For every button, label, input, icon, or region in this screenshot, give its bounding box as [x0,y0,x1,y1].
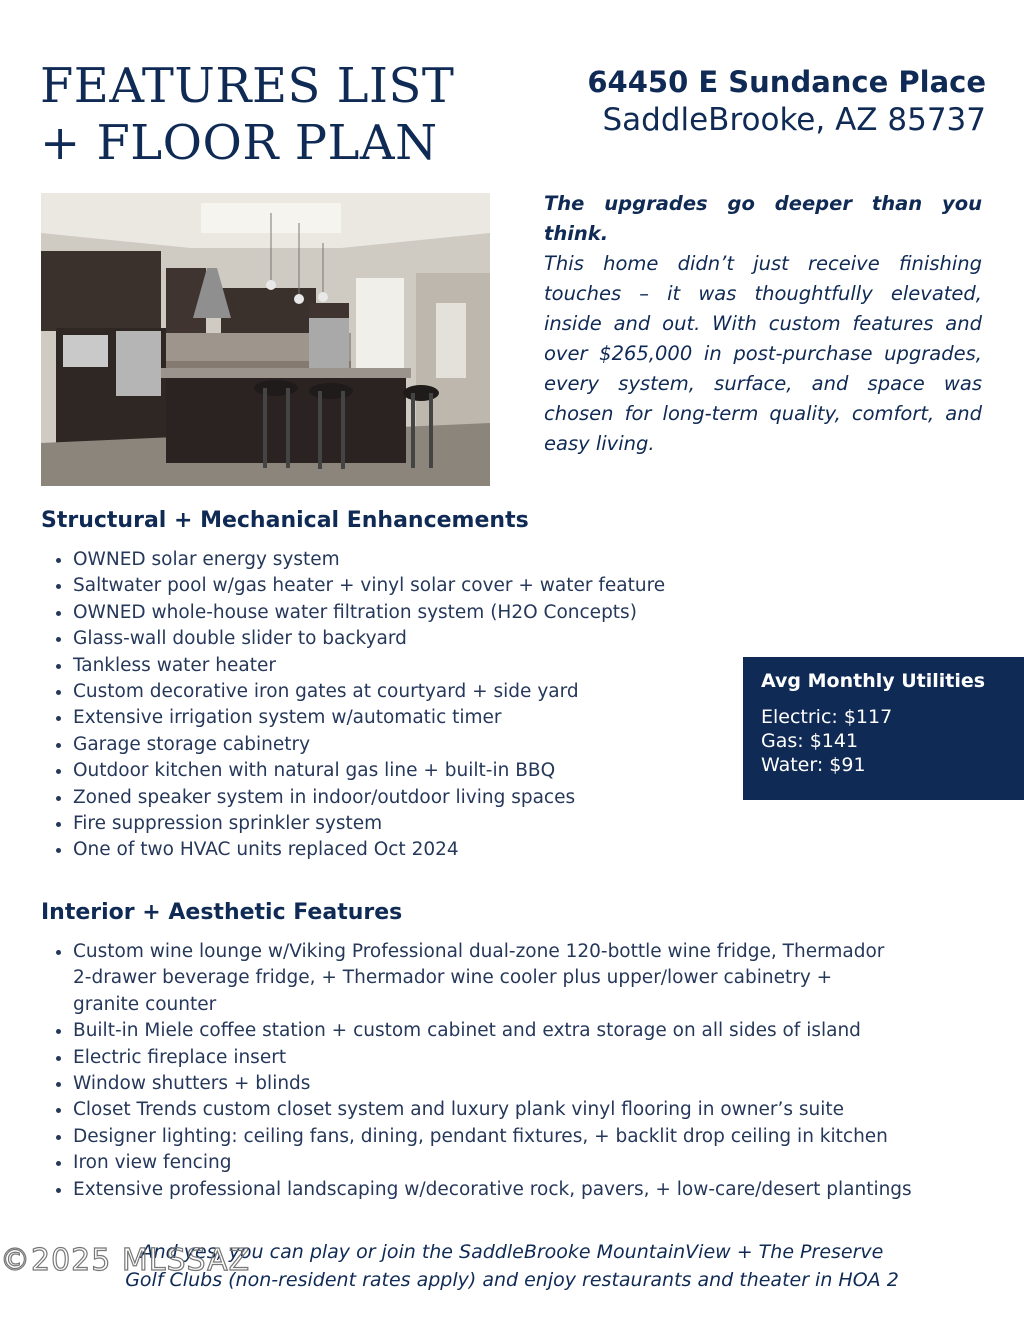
kitchen-photo [41,193,490,486]
structural-list-item: • Tankless water heater [73,653,665,679]
structural-list-item: • Fire suppression sprinkler system [73,811,665,837]
utilities-water: Water: $91 [761,754,866,776]
utilities-gas: Gas: $141 [761,730,859,752]
structural-list-item: • Extensive irrigation system w/automatic timer [73,705,665,731]
structural-list-item: • OWNED whole-house water filtration system (H2O Concepts) [73,600,665,626]
title-line-2: + FLOOR PLAN [40,115,438,171]
copyright-watermark: ©2025 MLSSAZ [0,1243,251,1278]
intro-paragraph [544,189,982,459]
structural-list-item: • Saltwater pool w/gas heater + vinyl solar cover + water feature [73,573,665,599]
property-address [587,64,986,140]
interior-list [46,939,912,1203]
structural-list-item: • Zoned speaker system in indoor/outdoor living spaces [73,785,665,811]
structural-list-item: • OWNED solar energy system [73,547,665,573]
page-title [40,58,454,172]
structural-list-item: • One of two HVAC units replaced Oct 2024 [73,837,665,863]
title-line-1: FEATURES LIST [40,58,455,114]
interior-list-item: • Closet Trends custom closet system and luxury plank vinyl flooring in owner’s suite [73,1097,903,1123]
footer-line-1: And yes, you can play or join the SaddleBrooke MountainView + The Preserve [140,1241,884,1263]
interior-list-item: • Built-in Miele coffee station + custom cabinet and extra storage on all sides of island [73,1018,903,1044]
structural-section-title: Structural + Mechanical Enhancements [41,508,529,533]
structural-list-item: • Custom decorative iron gates at courtyard + side yard [73,679,665,705]
interior-list-item: • Electric fireplace insert [73,1045,903,1071]
intro-body: This home didn’t just receive finishing touches – it was thoughtfully elevated, inside and out. With custom features and over $265,000 in post-purchase upgrades, every system, surface, and space was chosen for long-term quality, comfort, and easy living. [544,252,982,455]
interior-list-item: • Custom wine lounge w/Viking Professional dual-zone 120-bottle wine fridge, Thermador 2-drawer beverage fridge, + Thermador wine cooler plus upper/lower cabinetry + granite counter [73,939,903,1018]
interior-section-title: Interior + Aesthetic Features [41,900,403,925]
utilities-box [743,657,1024,800]
interior-list-item: • Window shutters + blinds [73,1071,903,1097]
structural-list [46,547,665,864]
utilities-title: Avg Monthly Utilities [761,670,986,692]
utilities-electric: Electric: $117 [761,706,893,728]
structural-list-item: • Garage storage cabinetry [73,732,665,758]
interior-list-item: • Designer lighting: ceiling fans, dining, pendant fixtures, + backlit drop ceiling in kitchen [73,1124,903,1150]
structural-list-item: • Glass-wall double slider to backyard [73,626,665,652]
structural-list-item: • Outdoor kitchen with natural gas line + built-in BBQ [73,758,665,784]
interior-list-item: • Extensive professional landscaping w/decorative rock, pavers, + low-care/desert plantings [73,1177,903,1203]
address-city: SaddleBrooke, AZ 85737 [602,102,986,138]
footer-line-2: Golf Clubs (non-resident rates apply) and enjoy restaurants and theater in HOA 2 [125,1269,899,1291]
intro-lead: The upgrades go deeper than you think. [544,192,982,245]
address-street: 64450 E Sundance Place [587,65,986,99]
interior-list-item: • Iron view fencing [73,1150,903,1176]
